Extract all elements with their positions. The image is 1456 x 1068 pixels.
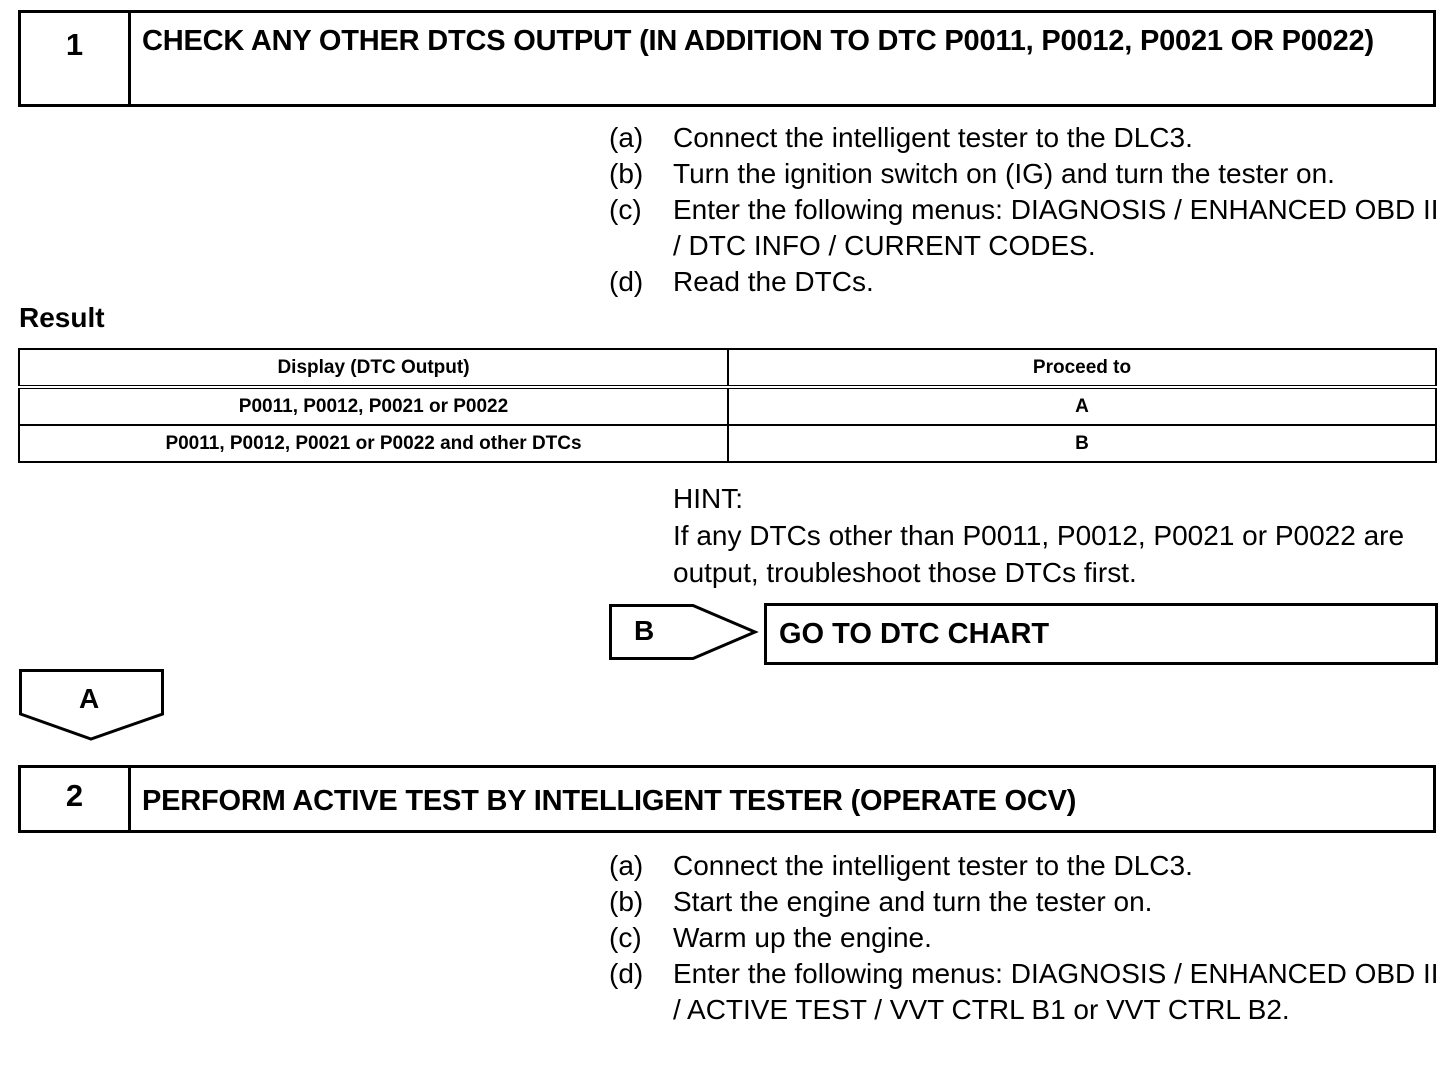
instruction-text: Start the engine and turn the tester on. [673,886,1153,917]
instruction-label: (d) [609,958,644,989]
instruction-text: Connect the intelligent tester to the DLC3. [673,122,1193,153]
instruction-item [609,884,1439,920]
step-1-instructions [609,120,1439,300]
instruction-item [609,264,1439,300]
table-cell-display: P0011, P0012, P0021 or P0022 and other DTCs [19,425,728,462]
instruction-item [609,120,1439,156]
instruction-item [609,920,1439,956]
result-label: Result [19,302,105,333]
instruction-item [609,192,1439,264]
branch-b-arrow-shape [609,604,759,660]
go-to-dtc-chart-box: GO TO DTC CHART [764,603,1438,665]
table-cell-display: P0011, P0012, P0021 or P0022 [19,387,728,425]
instruction-text: Enter the following menus: DIAGNOSIS / ENHANCED OBD II / DTC INFO / CURRENT CODES. [673,194,1439,261]
step-2-header [18,765,1436,833]
step-1-title: CHECK ANY OTHER DTCS OUTPUT (IN ADDITION TO DTC P0011, P0012, P0021 OR P0022) [142,25,1374,57]
step-2-instructions [609,848,1439,1028]
instruction-text: Connect the intelligent tester to the DLC3. [673,850,1193,881]
instruction-label: (a) [609,122,644,153]
instruction-text: Enter the following menus: DIAGNOSIS / ENHANCED OBD II / ACTIVE TEST / VVT CTRL B1 or VVT CTRL B2. [673,958,1439,1025]
instruction-text: Warm up the engine. [673,922,932,953]
step-2-number: 2 [21,768,131,830]
table-cell-proceed: B [728,425,1436,462]
instruction-label: (d) [609,266,644,297]
instruction-item [609,156,1439,192]
result-table [18,348,1437,463]
step-2-title: PERFORM ACTIVE TEST BY INTELLIGENT TESTER (OPERATE OCV) [142,785,1077,817]
table-cell-proceed: A [728,387,1436,425]
instruction-item [609,956,1439,1028]
step-1-number: 1 [21,13,131,104]
instruction-label: (b) [609,158,644,189]
instruction-label: (b) [609,886,644,917]
hint-title: HINT: [673,483,743,514]
instruction-text: Read the DTCs. [673,266,874,297]
branch-a-label: A [79,683,100,714]
hint-block [673,480,1443,591]
instruction-text: Turn the ignition switch on (IG) and turn the tester on. [673,158,1335,189]
table-row [19,425,1436,462]
hint-text: If any DTCs other than P0011, P0012, P0021 or P0022 are output, troubleshoot those DTCs first. [673,520,1405,588]
instruction-item [609,848,1439,884]
instruction-label: (c) [609,922,642,953]
instruction-label: (c) [609,194,642,225]
instruction-label: (a) [609,850,644,881]
branch-b-label: B [634,615,655,646]
step-1-header [18,10,1436,107]
column-header-display: Display (DTC Output) [19,349,728,387]
table-row [19,387,1436,425]
table-header-row [19,349,1436,387]
column-header-proceed: Proceed to [728,349,1436,387]
